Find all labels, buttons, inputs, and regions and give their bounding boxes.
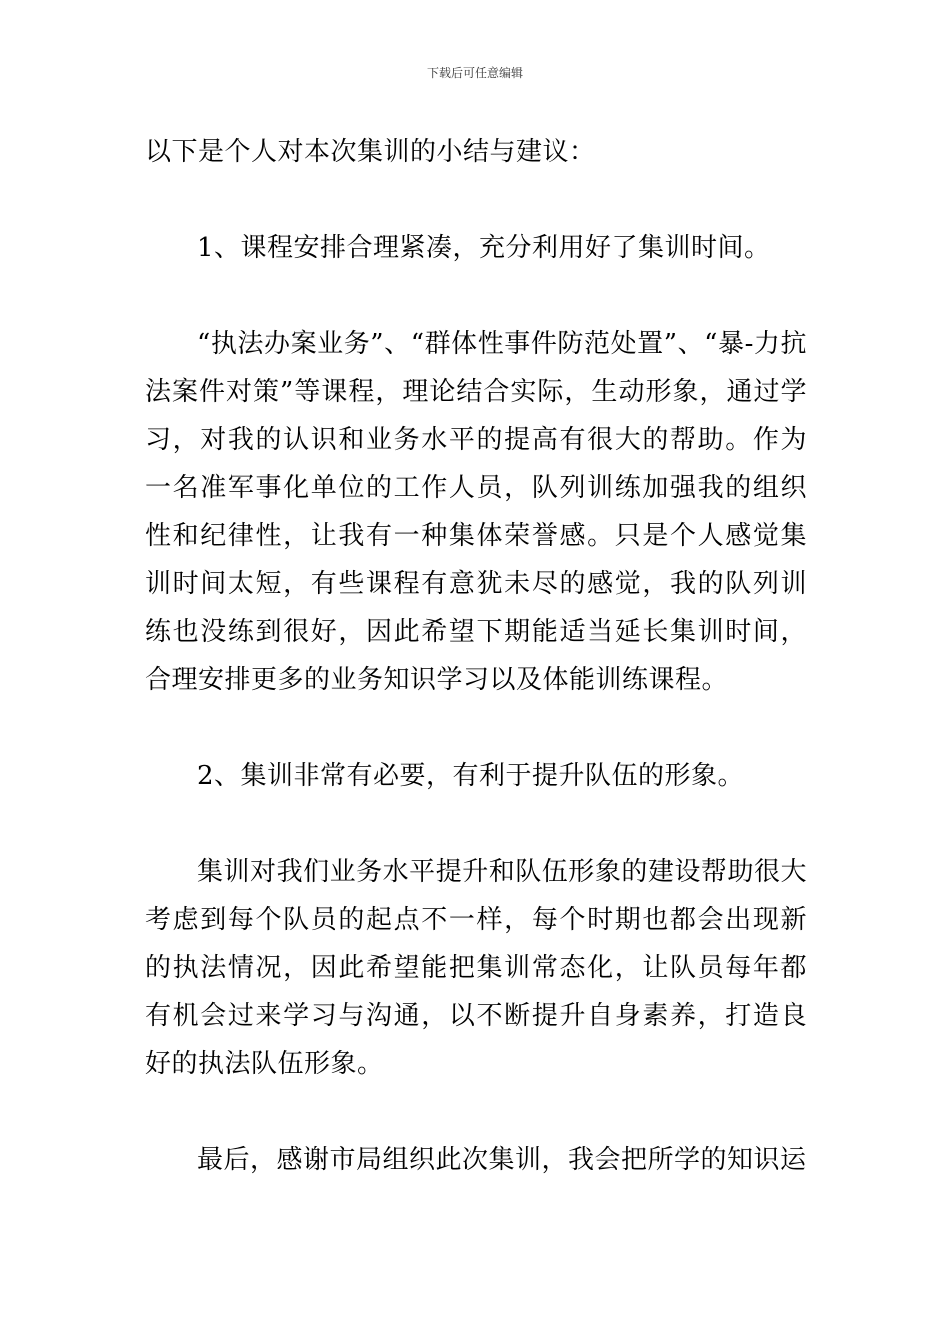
- paragraph-gap: [145, 1088, 807, 1136]
- paragraph-gap: [145, 176, 807, 224]
- point-2-heading: 2、集训非常有必要，有利于提升队伍的形象。: [197, 761, 745, 791]
- point-2-body: 集训对我们业务水平提升和队伍形象的建设帮助很大考虑到每个队员的起点不一样，每个时期也都会出现新的执法情况，因此希望能把集训常态化，让队员每年都有机会过来学习与沟通，以不断提升自身素养，打造良好的执法队伍形象。: [145, 857, 807, 1079]
- paragraph-gap: [145, 272, 807, 320]
- closing-paragraph: 最后，感谢市局组织此次集训，我会把所学的知识运: [197, 1145, 807, 1175]
- paragraph-gap: [145, 800, 807, 848]
- point-1-heading: 1、课程安排合理紧凑，充分利用好了集训时间。: [197, 233, 771, 263]
- document-body: [145, 128, 807, 1184]
- intro-paragraph: 以下是个人对本次集训的小结与建议：: [145, 137, 596, 167]
- point-1-body: “执法办案业务”、“群体性事件防范处置”、“暴-力抗法案件对策”等课程，理论结合实际，生动形象，通过学习，对我的认识和业务水平的提高有很大的帮助。作为一名准军事化单位的工作人员，队列训练加强我的组织性和纪律性，让我有一种集体荣誉感。只是个人感觉集训时间太短，有些课程有意犹未尽的感觉，我的队列训练也没练到很好，因此希望下期能适当延长集训时间，合理安排更多的业务知识学习以及体能训练课程。: [145, 329, 807, 695]
- header-note: 下载后可任意编辑: [426, 66, 523, 80]
- paragraph-gap: [145, 704, 807, 752]
